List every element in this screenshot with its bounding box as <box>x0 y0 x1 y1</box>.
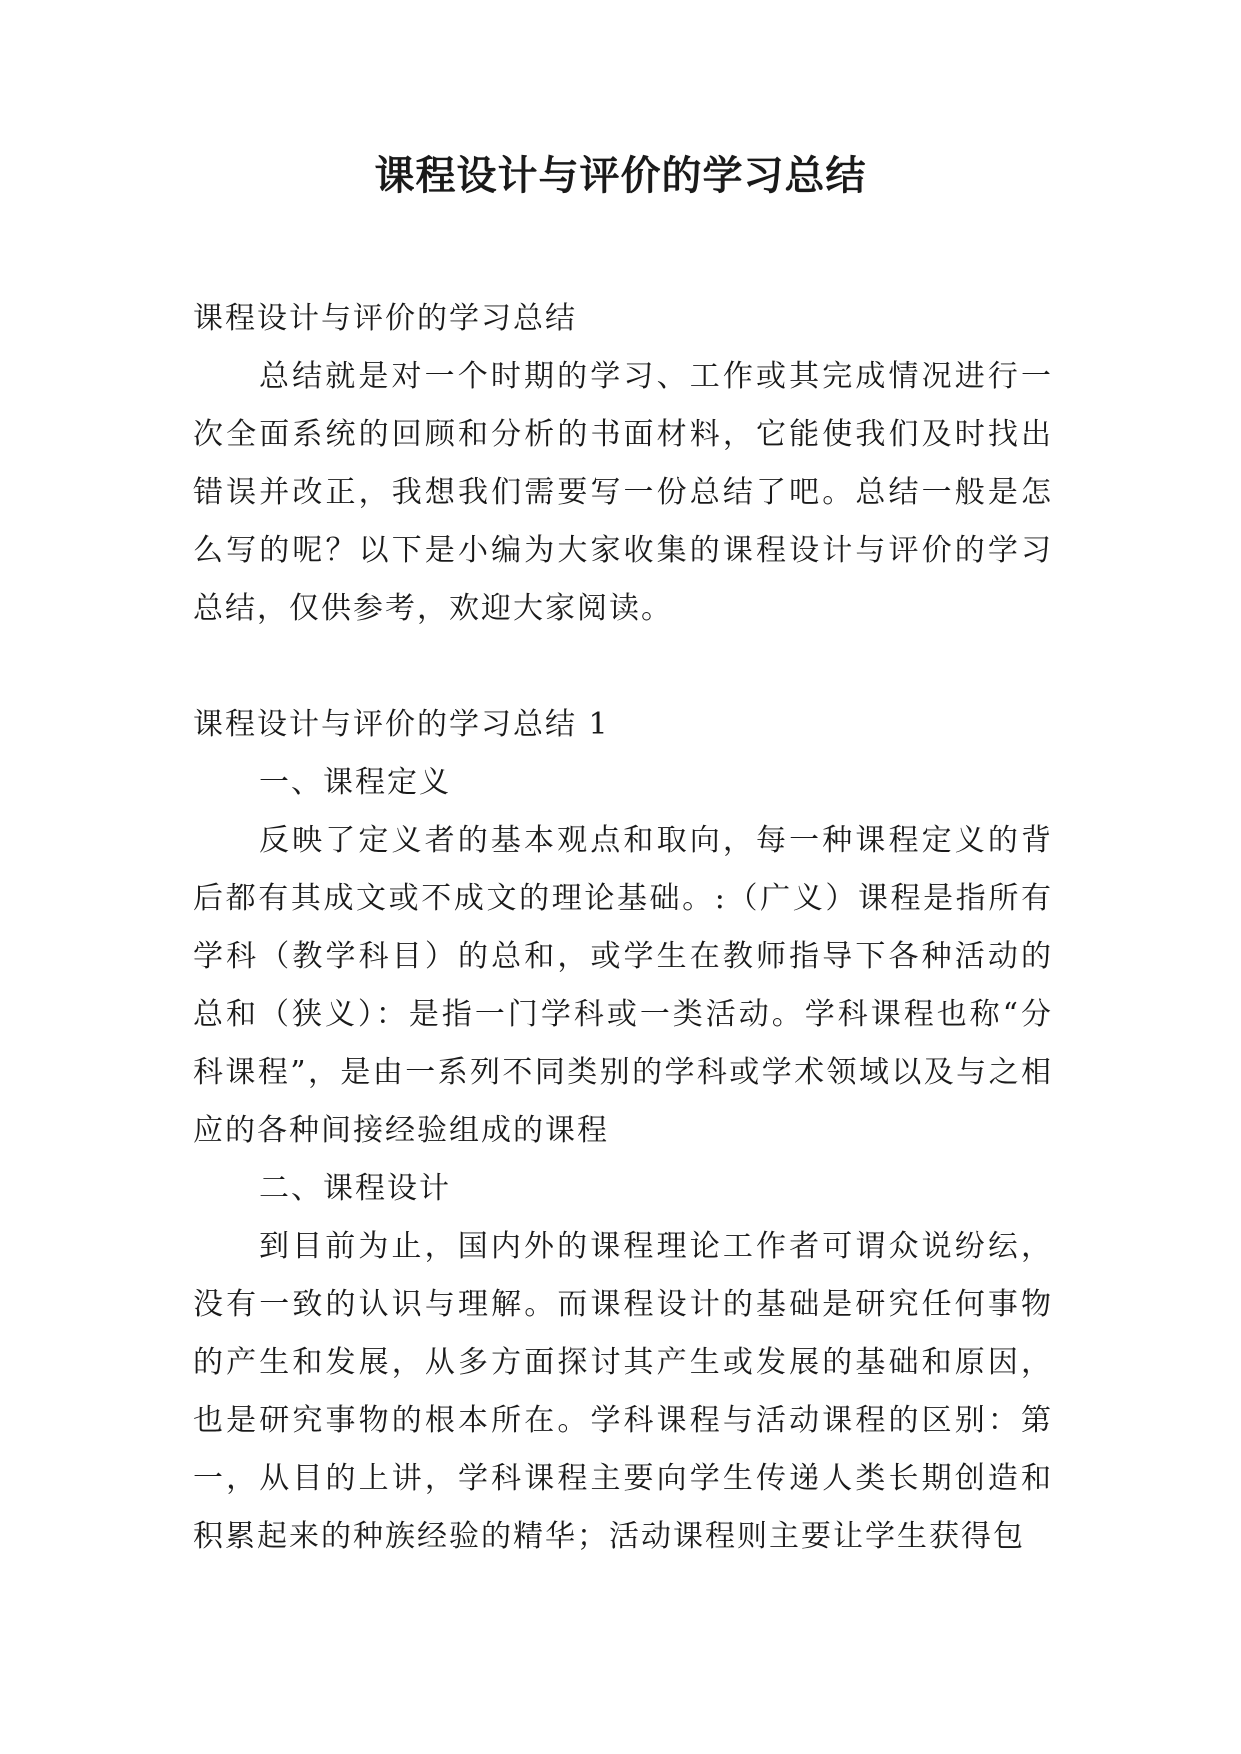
sub-heading-course-design: 二、课程设计 <box>259 1171 451 1206</box>
sub-heading-course-definition: 一、课程定义 <box>259 765 451 800</box>
intro-paragraph: 总结就是对一个时期的学习、工作或其完成情况进行一次全面系统的回顾和分析的书面材料，它能使我们及时找出错误并改正，我想我们需要写一份总结了吧。总结一般是怎么写的呢？以下是小编为大家收集的课程设计与评价的学习总结，仅供参考，欢迎大家阅读。 <box>193 359 1053 626</box>
intro-heading: 课程设计与评价的学习总结 <box>193 301 577 336</box>
document-body <box>193 290 1053 1566</box>
paragraph-course-design: 到目前为止，国内外的课程理论工作者可谓众说纷纭，没有一致的认识与理解。而课程设计的基础是研究任何事物的产生和发展，从多方面探讨其产生或发展的基础和原因，也是研究事物的根本所在。学科课程与活动课程的区别：第一，从目的上讲，学科课程主要向学生传递人类长期创造和积累起来的种族经验的精华；活动课程则主要让学生获得包 <box>193 1229 1053 1554</box>
document-title: 课程设计与评价的学习总结 <box>374 153 867 199</box>
paragraph-course-definition: 反映了定义者的基本观点和取向，每一种课程定义的背后都有其成文或不成文的理论基础。:（广义）课程是指所有学科（教学科目）的总和，或学生在教师指导下各种活动的总和（狭义）：是指一门学科或一类活动。学科课程也称“分科课程”，是由一系列不同类别的学科或学术领域以及与之相应的各种间接经验组成的课程 <box>193 823 1053 1148</box>
section-spacer <box>193 638 1053 696</box>
section-heading: 课程设计与评价的学习总结 1 <box>193 707 610 742</box>
